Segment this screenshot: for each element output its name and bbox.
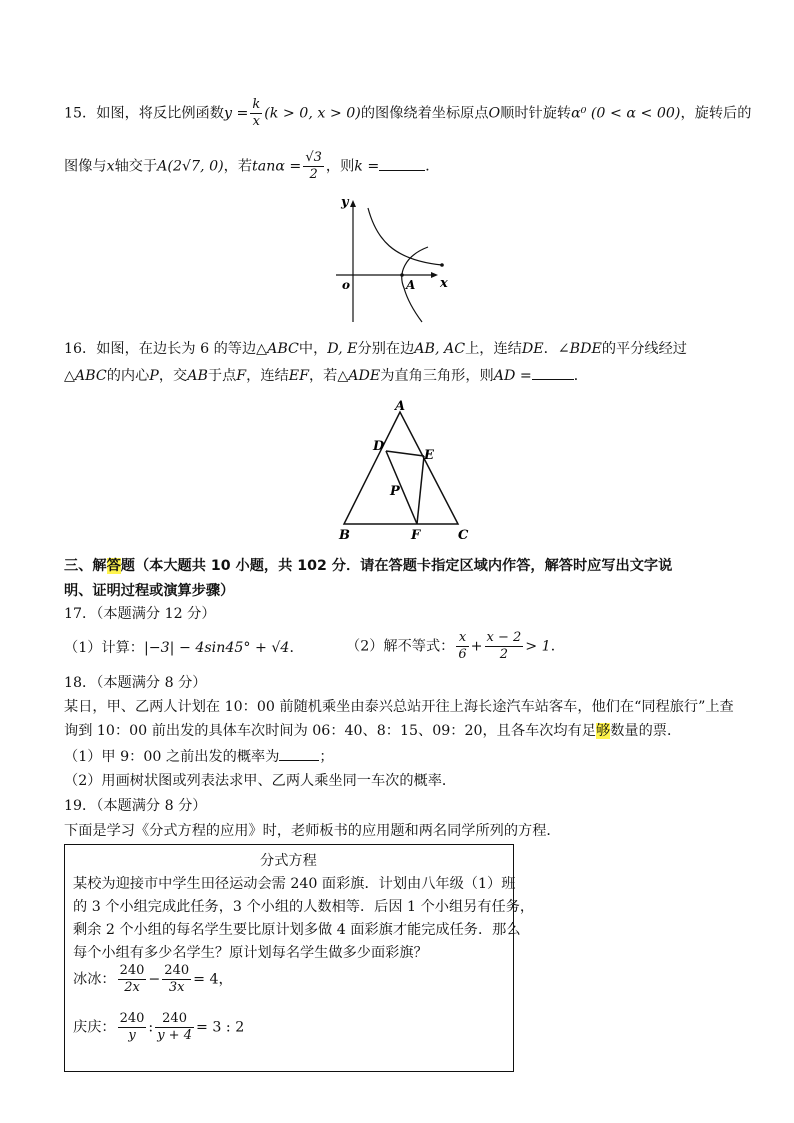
q18-text: 询到 10：00 前出发的具体车次时间为 06：40、8：15、09：20，且各车次均有足: [64, 723, 596, 739]
qing-equation: [73, 1011, 244, 1044]
segment-ef: [417, 456, 424, 524]
q15-func-cond: (k > 0, x > 0): [264, 105, 361, 122]
section-3-heading: [64, 556, 672, 576]
q18-text: 数量的票．: [610, 723, 682, 739]
q18-line2: [64, 721, 681, 741]
bing-equation: [73, 963, 233, 996]
curve-endpoint: [440, 263, 444, 267]
fraction-numerator: 240: [164, 963, 190, 978]
point-a-marker: [400, 273, 404, 277]
q18-title: 18．（本题满分 8 分）: [64, 675, 207, 691]
fraction-numerator: 240: [155, 1011, 194, 1028]
fraction-denominator: 3x: [168, 980, 185, 995]
equation-rhs: = 4，: [193, 971, 233, 988]
minus-sign: −: [148, 971, 161, 988]
q16-triangle-figure: [332, 396, 478, 544]
q15-k-eq: k =: [354, 158, 380, 175]
qing-fraction-1: [118, 1011, 147, 1044]
q15-text: 图像与: [64, 158, 107, 175]
answer-blank: [532, 365, 574, 380]
q16-ad: AD =: [493, 368, 532, 384]
triangle-abc: [344, 412, 458, 524]
q15-graph: [332, 192, 456, 326]
q16-segment: EF: [288, 368, 309, 384]
q16-text: 为直角三角形，则: [380, 368, 494, 384]
x-axis-label: x: [440, 276, 448, 291]
q17-title: 17．（本题满分 12 分）: [64, 606, 216, 622]
q15-text: 轴交于: [114, 158, 158, 175]
section-heading-text: 题（本大题共 10 小题，共 102 分．请在答题卡指定区域内作答，解答时应写出文字说: [120, 558, 673, 574]
q16-sides: AB, AC: [414, 341, 466, 357]
q18-sub2: （2）用画树状图或列表法求甲、乙两人乘坐同一车次的概率．: [64, 773, 457, 789]
q16-text: ．: [573, 368, 588, 384]
q17-fraction-1: [456, 630, 468, 663]
q16-triangle: ABC: [267, 341, 299, 357]
q16-text: ，连结: [246, 368, 289, 384]
fraction-denominator: x: [252, 114, 260, 129]
q15-text: ，若: [223, 158, 253, 175]
q16-point: F: [236, 368, 247, 384]
section-heading-text: 三、解: [64, 558, 107, 574]
student-name: 冰冰：: [73, 971, 116, 988]
fraction-numerator: 240: [119, 963, 145, 978]
highlighted-char: 答: [106, 558, 121, 574]
box-line-4: 每个小组有多少名学生？原计划每名学生做多少面彩旗？: [73, 945, 428, 961]
q17-part-label: （1）计算：: [64, 640, 144, 656]
label-b: B: [339, 528, 350, 543]
q16-text: 于点: [207, 368, 237, 384]
box-line-1: 某校为迎接市中学生田径运动会需 240 面彩旗．计划由八年级（1）班: [73, 876, 516, 892]
section-heading-text: 明、证明过程或演算步骤）: [64, 583, 235, 599]
q16-text: ，交: [158, 368, 188, 384]
label-a: A: [395, 399, 406, 414]
fraction-numerator: √3: [305, 150, 322, 165]
section-3-heading-cont: [64, 581, 234, 601]
q16-line2: [64, 365, 588, 386]
q17-part1: [64, 638, 304, 658]
q15-tan: tanα =: [252, 158, 302, 175]
q17-text: ．: [550, 638, 565, 655]
q17-rhs: > 1: [525, 638, 551, 655]
equation-rhs: = 3 : 2: [195, 1019, 245, 1036]
q18-sub1: [64, 746, 334, 767]
q18-text: （1）甲 9：00 之前出发的概率为: [64, 749, 280, 765]
fraction-denominator: y: [128, 1028, 136, 1043]
fraction-denominator: 2: [499, 647, 509, 662]
q16-triangle: ABC: [74, 368, 107, 384]
q17-part-label: （2）解不等式：: [346, 638, 455, 655]
q16-segment: DE: [521, 341, 544, 357]
q15-x: x: [106, 158, 115, 175]
fraction-denominator: 2: [309, 167, 318, 182]
q16-text: 上，连结: [465, 341, 522, 357]
fraction-numerator: k: [252, 97, 261, 112]
q15-text: 顺时针旋转: [500, 105, 572, 122]
label-e: E: [424, 448, 434, 463]
fraction-numerator: 240: [119, 1011, 145, 1026]
ratio-colon: :: [148, 1019, 154, 1036]
origin-label: o: [342, 278, 351, 292]
fraction-denominator: 2x: [124, 980, 140, 995]
student-name: 庆庆：: [73, 1019, 116, 1036]
bing-fraction-1: [118, 963, 147, 996]
label-p: P: [390, 484, 400, 499]
q18-line1: 某日，甲、乙两人计划在 10：00 前随机乘坐由泰兴总站开往上海长途汽车站客车，他们在“同程旅行”上查: [64, 699, 734, 715]
q16-angle: BDE: [569, 341, 602, 357]
q16-text: 中，: [298, 341, 328, 357]
label-c: C: [458, 528, 469, 543]
fraction-denominator: y + 4: [157, 1028, 192, 1043]
q15-func-fraction: [250, 97, 262, 130]
q18-text: ；: [319, 749, 334, 765]
box-line-3: 剩余 2 个小组的每名学生要比原计划多做 4 面彩旗才能完成任务．那么: [73, 922, 521, 938]
q16-points: D, E: [327, 341, 358, 357]
label-f: F: [411, 528, 421, 543]
hyperbola-curve: [368, 208, 442, 265]
q15-func-lhs: y =: [223, 105, 249, 122]
answer-blank: [279, 746, 319, 761]
q17-text: ．: [289, 640, 304, 656]
q19-problem-box: [64, 844, 535, 1072]
q16-triangle: ADE: [348, 368, 381, 384]
q16-text: △: [64, 368, 75, 384]
y-axis-label: y: [341, 195, 349, 210]
qing-fraction-2: [155, 1011, 194, 1044]
y-axis-arrow-icon: [350, 200, 356, 207]
q16-text: 的内心: [106, 368, 150, 384]
q16-text: ，若△: [308, 368, 349, 384]
q19-title: 19．（本题满分 8 分）: [64, 798, 207, 814]
q15-text: ，则: [325, 158, 355, 175]
point-a-label: A: [406, 278, 416, 292]
fraction-denominator: 6: [458, 647, 467, 662]
q17-part2: [346, 630, 565, 663]
q16-side: AB: [187, 368, 208, 384]
q16-text: ．∠: [543, 341, 570, 357]
q16-text: 分别在边: [357, 341, 415, 357]
q19-intro: 下面是学习《分式方程的应用》时，老师板书的应用题和两名同学所列的方程．: [64, 823, 561, 839]
q16-line1: [64, 339, 687, 359]
plus-sign: +: [470, 638, 483, 655]
x-axis-arrow-icon: [431, 272, 438, 278]
highlighted-char: 够: [596, 723, 611, 739]
q15-line1: [64, 97, 751, 130]
segment-de: [386, 451, 424, 456]
q15-text: ，旋转后的: [680, 105, 752, 122]
box-title: 分式方程: [260, 853, 317, 869]
q15-tan-fraction: [303, 150, 324, 183]
q16-text: 的平分线经过: [601, 341, 687, 357]
box-line-2: 的 3 个小组完成此任务，3 个小组的人数相等．后因 1 个小组另有任务，: [73, 899, 535, 915]
q15-rotation: α⁰ (0 < α < 00): [571, 105, 681, 122]
q15-point-a: A(2√7, 0): [157, 158, 224, 175]
q17-expression: |−3| − 4sin45° + √4: [143, 640, 290, 656]
q15-text: 的图像绕着坐标原点: [360, 105, 489, 122]
q15-text: 15．如图，将反比例函数: [64, 105, 224, 122]
q17-fraction-2: [485, 630, 524, 663]
bing-fraction-2: [162, 963, 191, 996]
answer-blank: [379, 156, 425, 171]
q15-origin: O: [488, 105, 501, 122]
q16-point: P: [149, 368, 159, 384]
label-d: D: [373, 439, 385, 454]
fraction-numerator: x − 2: [486, 630, 522, 645]
q15-line2: [64, 150, 439, 183]
fraction-numerator: x: [456, 630, 468, 647]
q15-text: ．: [425, 158, 440, 175]
q16-text: 16．如图，在边长为 6 的等边△: [64, 341, 268, 357]
